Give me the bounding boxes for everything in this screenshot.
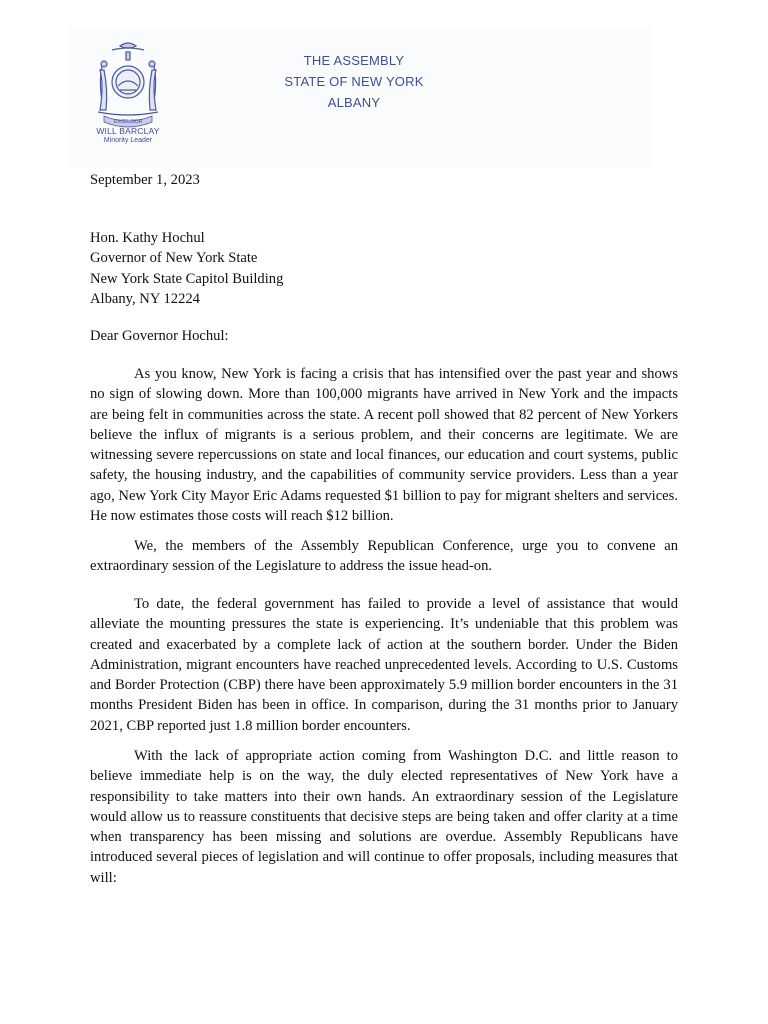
paragraph <box>90 364 678 526</box>
recipient-line: Hon. Kathy Hochul <box>90 230 205 246</box>
paragraph <box>90 536 678 577</box>
paragraph <box>90 746 678 888</box>
new-york-state-seal-icon <box>90 40 166 130</box>
leader-title: Minority Leader <box>103 137 153 144</box>
recipient-line: Albany, NY 12224 <box>90 290 200 307</box>
recipient-line: New York State Capitol Building <box>90 270 284 287</box>
assembly-heading <box>264 50 444 113</box>
paragraph-text: With the lack of appropriate action coming from Washington D.C. and little reason to believe immediate help is on the way, the duly elected representatives of New York have a responsibility to take matters into their own hands. An extraordinary session of the Legislature would allow us to reassure constituents that decisive steps are being taken and offer clarity at a time when transparency has been missing and solutions are overdue. Assembly Republicans have introduced several pieces of legislation and will continue to offer proposals, including measures that will: <box>90 748 678 886</box>
assembly-line-1: THE ASSEMBLY <box>303 53 405 68</box>
letterhead <box>68 28 652 168</box>
assembly-line-3: ALBANY <box>327 95 381 110</box>
paragraph-text: To date, the federal government has failed to provide a level of assistance that would alleviate the mounting pressures the state is experiencing. It’s undeniable that this problem was created and exacerbated by a complete lack of action at the southern border. Under the Biden Administration, migrant encounters have reached unprecedented levels. According to U.S. Customs and Border Protection (CBP) there have been approximately 5.9 million border encounters in the 31 months President Biden has been in office. In comparison, during the 31 months prior to January 2021, CBP reported just 1.8 million border encounters. <box>90 596 678 734</box>
seal-motto: EXCELSIOR <box>113 119 143 125</box>
recipient-line: Governor of New York State <box>90 250 258 267</box>
leader-name: WILL BARCLAY <box>96 126 160 136</box>
recipient-address <box>90 228 678 309</box>
letter-date: September 1, 2023 <box>90 172 200 188</box>
paragraph-text: We, the members of the Assembly Republican Conference, urge you to convene an extraordinary session of the Legislature to address the issue head-on. <box>90 538 678 575</box>
salutation: Dear Governor Hochul: <box>90 328 229 344</box>
paragraph-text: As you know, New York is facing a crisis that has intensified over the past year and shows no sign of slowing down. More than 100,000 migrants have arrived in New York and the impacts are being felt in communities across the state. A recent poll showed that 82 percent of New Yorkers believe the influx of migrants is a serious problem, and their concerns are legitimate. We are witnessing severe repercussions on state and local finances, our education and court systems, public safety, the housing industry, and the capabilities of community service providers. Less than a year ago, New York City Mayor Eric Adams requested $1 billion to pay for migrant shelters and services. He now estimates those costs will reach $12 billion. <box>90 366 678 525</box>
paragraph <box>90 594 678 736</box>
assembly-line-2: STATE OF NEW YORK <box>284 74 424 89</box>
